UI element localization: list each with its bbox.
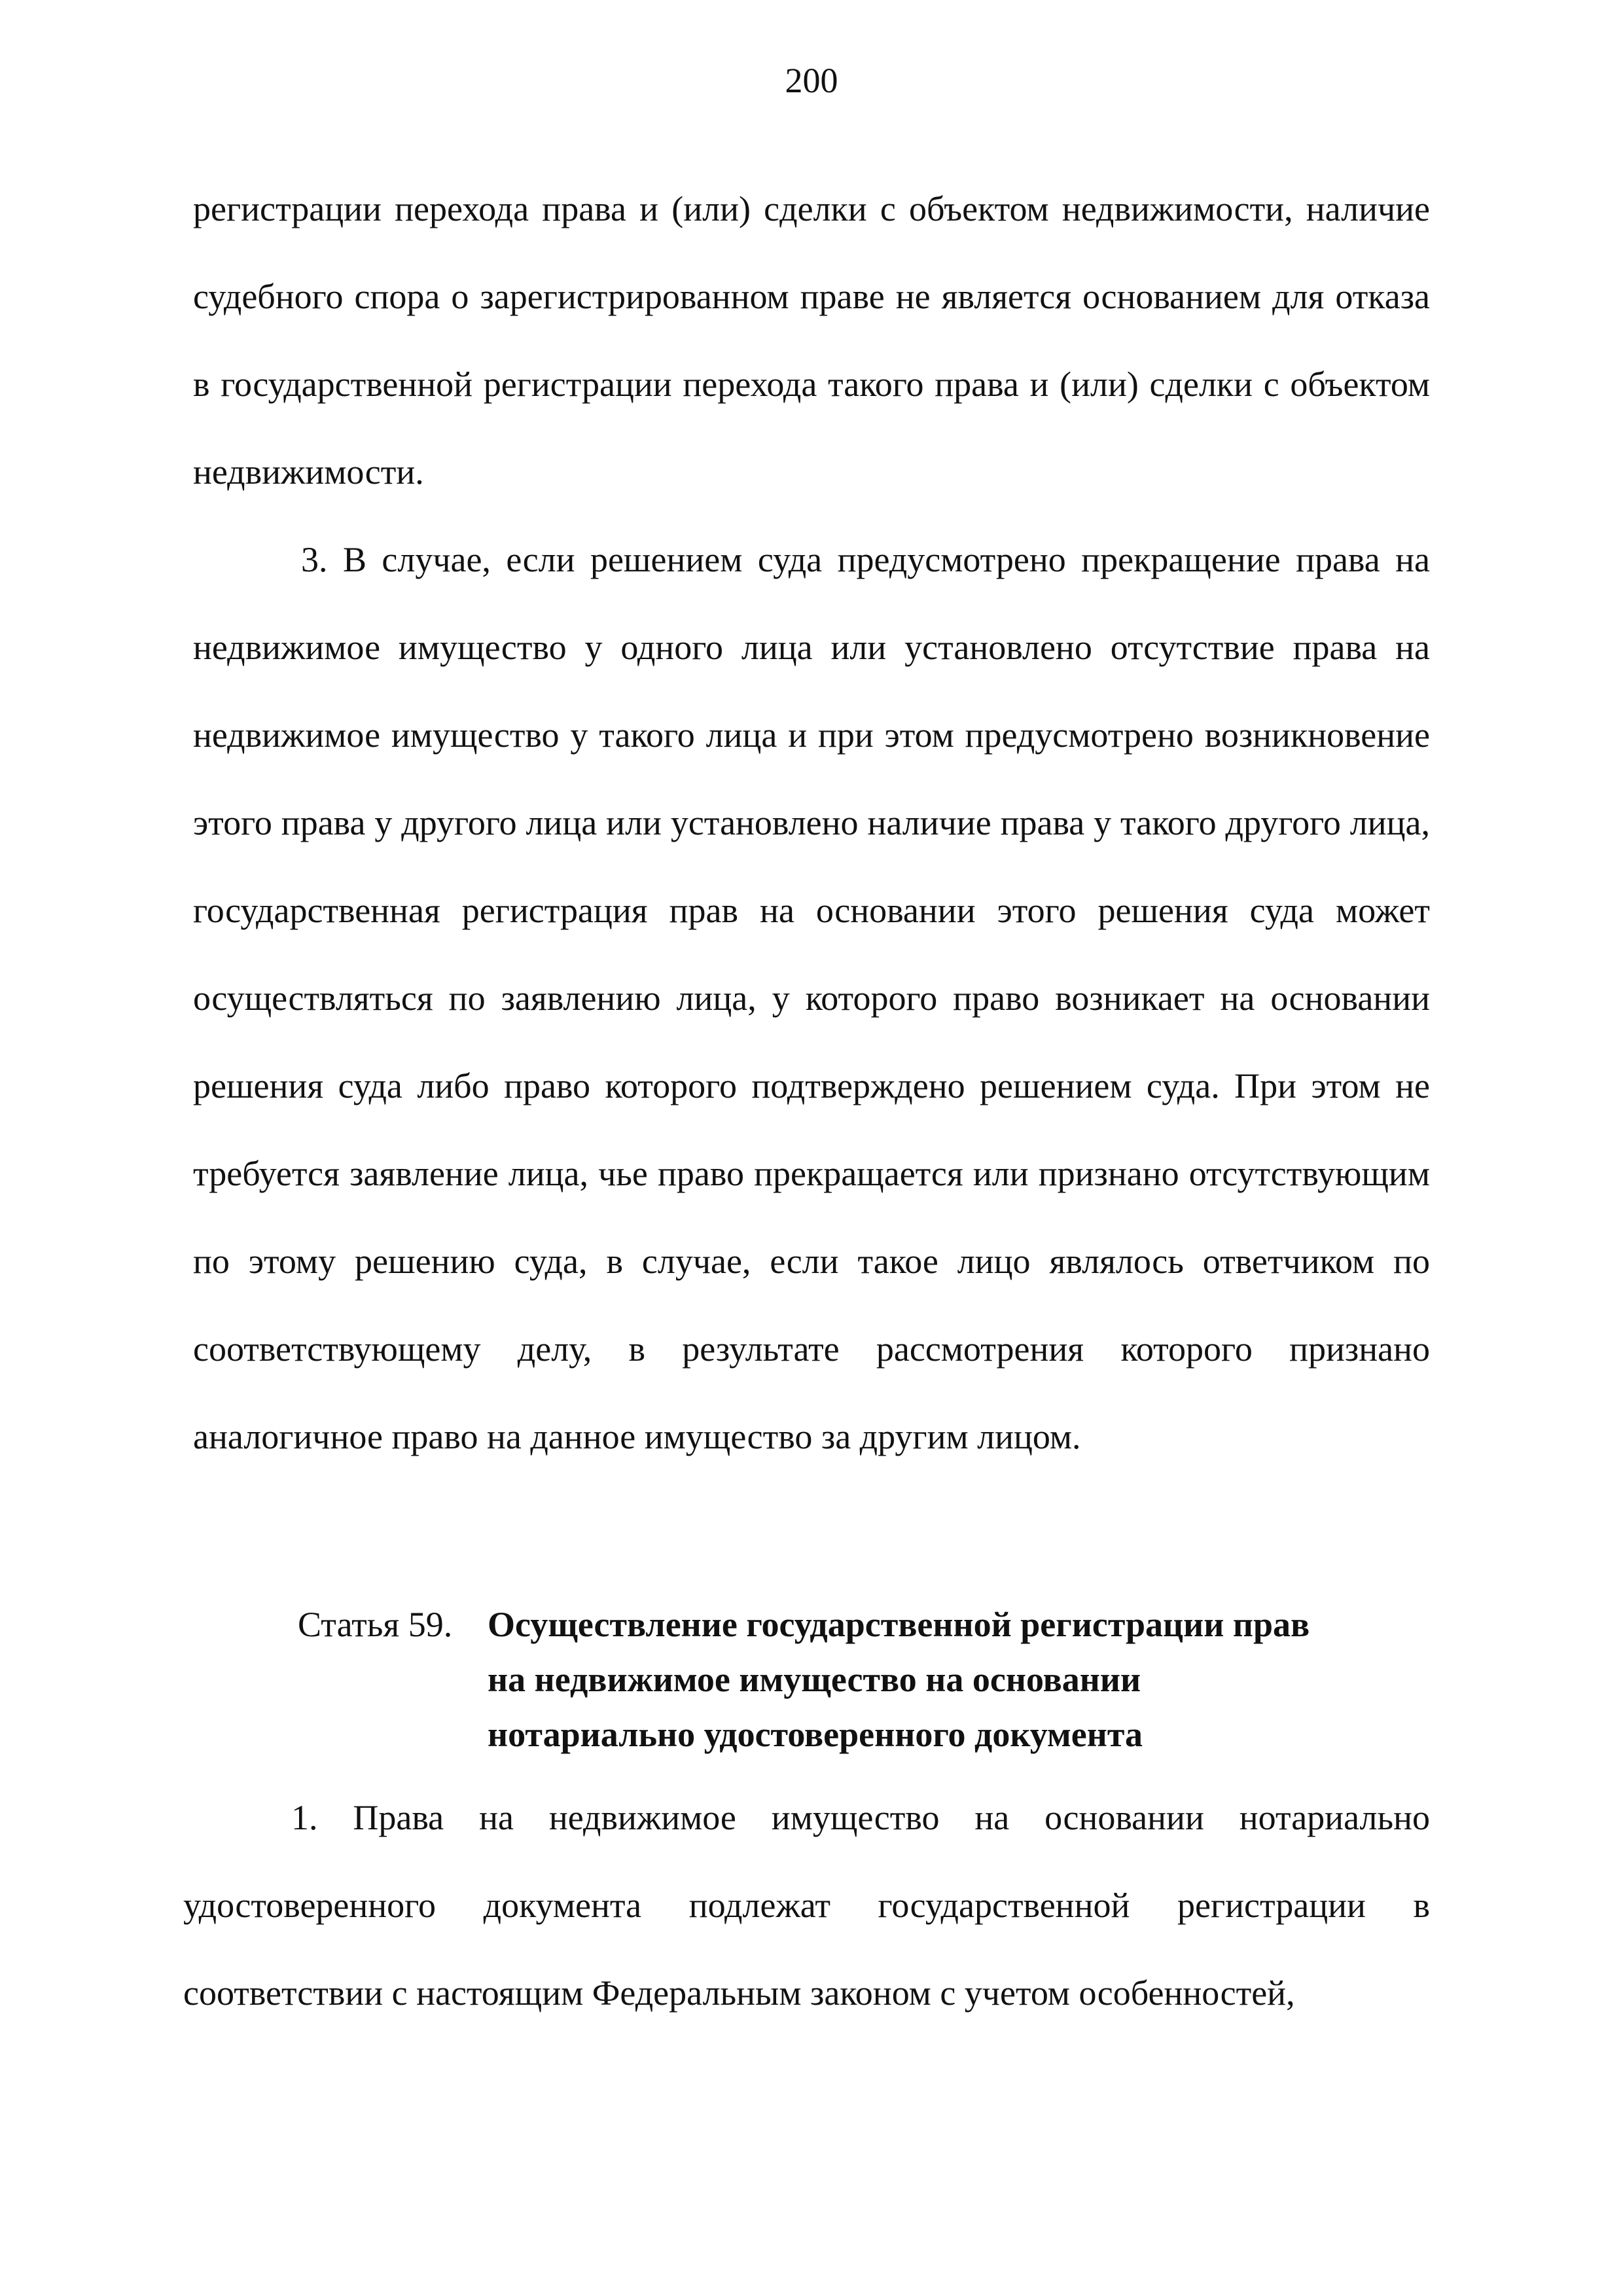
paragraph-item-1: 1. Права на недвижимое имущество на основании нотариально удостоверенного документа подлежат государственной регистрации в соответствии с настоящим Федеральным законом с учетом особенностей, [183,1798,1430,2013]
page-number: 200 [785,61,838,100]
article-label: Статья 59. [298,1605,453,1644]
paragraph-item-3: 3. В случае, если решением суда предусмотрено прекращение права на недвижимое имущество у одного лица или установлено отсутствие права на недвижимое имущество у такого лица и при этом предусмотрено возникновение этого права у другого лица или установлено наличие права у такого другого лица, государственная регистрация прав на основании этого решения суда может осуществляться по заявлению лица, у которого право возникает на основании решения суда либо право которого подтверждено решением суда. При этом не требуется заявление лица, чье право прекращается или признано отсутствующим по этому решению суда, в случае, если такое лицо являлось ответчиком по соответствующему делу, в результате рассмотрения которого признано аналогичное право на данное имущество за другим лицом. [193,540,1430,1456]
paragraph-continuation: регистрации перехода права и (или) сделки с объектом недвижимости, наличие судебного спора о зарегистрированном праве не является основанием для отказа в государственной регистрации перехода такого права и (или) сделки с объектом недвижимости. [193,189,1430,492]
article-title: Осуществление государственной регистрации прав на недвижимое имущество на основании нотариально удостоверенного документа [488,1605,1310,1754]
